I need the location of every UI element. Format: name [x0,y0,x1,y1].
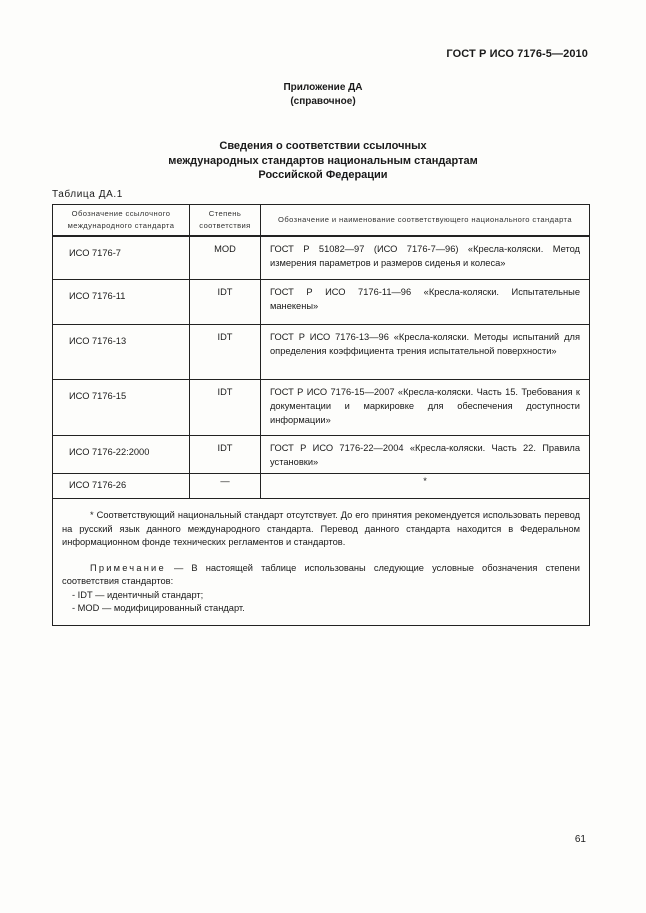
table-caption: Таблица ДА.1 [52,189,123,200]
cell-international: ИСО 7176-22:2000 [53,436,190,474]
table-header-row [53,205,590,237]
document-id: ГОСТ Р ИСО 7176-5—2010 [446,48,588,60]
cell-international: ИСО 7176-26 [53,474,190,499]
cell-national: ГОСТ Р ИСО 7176-22—2004 «Кресла-коляски. Часть 22. Правила установки» [261,436,590,474]
note-text: — В настоящей таблице использованы следующие условные обозначения степени соответствия стандартов: [62,562,580,586]
appendix-title: Приложение ДА [283,82,363,93]
cell-national: ГОСТ Р ИСО 7176-15—2007 «Кресла-коляски. Часть 15. Требования к документации и маркировке для обеспечения доступности информации» [261,380,590,436]
column-header-national: Обозначение и наименование соответствующего национального стандарта [261,205,590,237]
section-title-line: Российской Федерации [258,169,388,181]
column-header-international: Обозначение ссылочного международного стандарта [53,205,190,237]
cell-national: ГОСТ Р ИСО 7176-13—96 «Кресла-коляски. Методы испытаний для определения коэффициента трения испытательной поверхности» [261,325,590,380]
section-title-line: Сведения о соответствии ссылочных [219,140,427,152]
table-row [53,280,590,325]
table-row [53,325,590,380]
cell-international: ИСО 7176-13 [53,325,190,380]
cell-degree: IDT [190,436,261,474]
table-row [53,236,590,280]
table-row [53,474,590,499]
cell-national: ГОСТ Р 51082—97 (ИСО 7176-7—96) «Кресла-коляски. Метод измерения параметров и размеров сиденья и колеса» [261,236,590,280]
cell-degree: MOD [190,236,261,280]
cell-international: ИСО 7176-7 [53,236,190,280]
table-footer-row [53,499,590,626]
section-title-line: международных стандартов национальным стандартам [168,154,478,167]
note-label: Примечание [90,562,166,573]
cell-national: ГОСТ Р ИСО 7176-11—96 «Кресла-коляски. Испытательные манекены» [261,280,590,325]
cell-degree: IDT [190,280,261,325]
table-row [53,380,590,436]
note-item: - IDT — идентичный стандарт; [72,589,204,600]
cell-degree: — [190,474,261,499]
cell-international: ИСО 7176-11 [53,280,190,325]
section-title [0,139,646,183]
footnote: * Соответствующий национальный стандарт отсутствует. До его принятия рекомендуется использовать перевод на русский язык данного международного стандарта. Перевод данного стандарта находится в Федеральном информационном фонде технических регламентов и стандартов. [62,510,580,547]
table-row [53,436,590,474]
column-header-degree: Степень соответствия [190,205,261,237]
page-number: 61 [574,834,586,845]
cell-international: ИСО 7176-15 [53,380,190,436]
cell-degree: IDT [190,325,261,380]
appendix-type: (справочное) [290,96,356,107]
cell-degree: IDT [190,380,261,436]
cell-national: * [261,474,590,499]
table-notes [53,499,590,626]
note [62,562,580,589]
note-item: - MOD — модифицированный стандарт. [72,603,245,613]
standards-table [52,204,590,626]
